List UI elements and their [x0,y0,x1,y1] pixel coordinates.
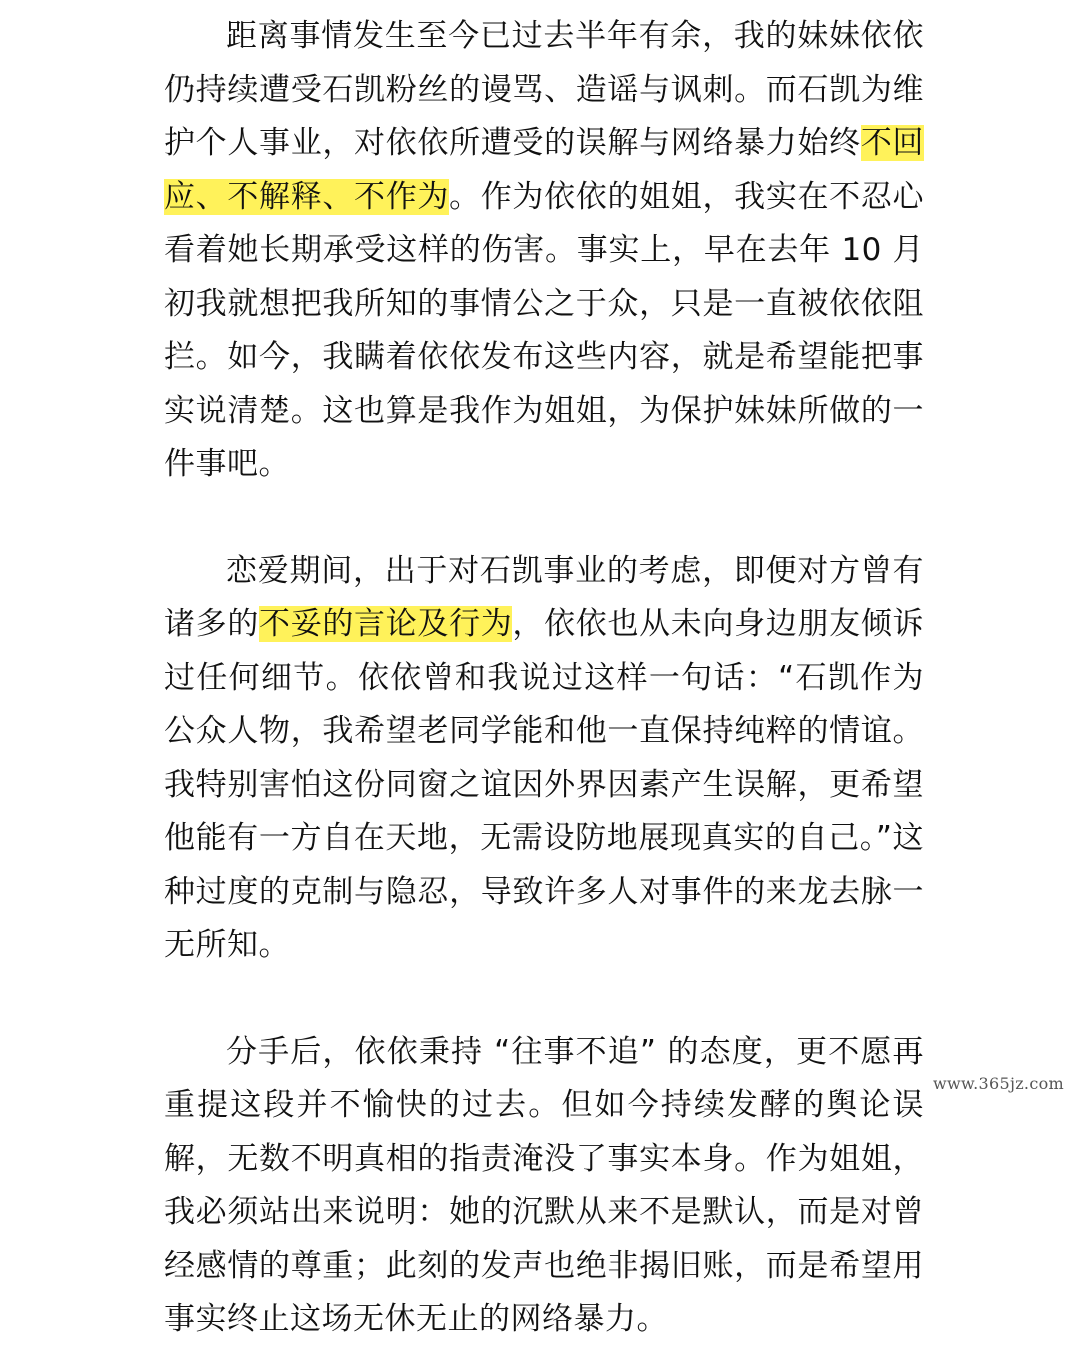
paragraph-1 [164,10,924,492]
paragraph-2-text-b: ，依依也从未向身边朋友倾诉过任何细节。依依曾和我说过这样一句话：“石凯作为公众人物，我希望老同学能和他一直保持纯粹的情谊。我特别害怕这份同窗之谊因外界因素产生误解，更希望他能有一方自在天地，无需设防地展现真实的自己。”这种过度的克制与隐忍，导致许多人对事件的来龙去脉一无所知。 [164,606,925,963]
highlighted-phrase-2: 不妥的言论及行为 [259,606,513,642]
document-body [164,10,924,1347]
paragraph-1-text-b: 。作为依依的姐姐，我实在不忍心看着她长期承受这样的伤害。事实上，早在去年 10 月初我就想把我所知的事情公之于众，只是一直被依依阻拦。如今，我瞒着依依发布这些内容，就是希望能把事实说清楚。这也算是我作为姐姐，为保护妹妹所做的一件事吧。 [164,178,925,482]
paragraph-3-text: 分手后，依依秉持 “往事不追” 的态度，更不愿再重提这段并不愉快的过去。但如今持续发酵的舆论误解，无数不明真相的指责淹没了事实本身。作为姐姐，我必须站出来说明：她的沉默从来不是默认，而是对曾经感情的尊重；此刻的发声也绝非揭旧账，而是希望用事实终止这场无休无止的网络暴力。 [164,1033,924,1337]
highlighted-phrase-1: 不回应、不解释、不作为 [164,125,925,215]
paragraph-2 [164,545,924,973]
paragraph-1-text-a: 距离事情发生至今已过去半年有余，我的妹妹依依仍持续遭受石凯粉丝的谩骂、造谣与讽刺。而石凯为维护个人事业，对依依所遭受的误解与网络暴力始终 [164,18,924,161]
paragraph-3 [164,1026,924,1347]
site-watermark: www.365jz.com [927,1072,1070,1095]
paragraph-2-text-a: 恋爱期间，出于对石凯事业的考虑，即便对方曾有诸多的 [164,552,924,642]
